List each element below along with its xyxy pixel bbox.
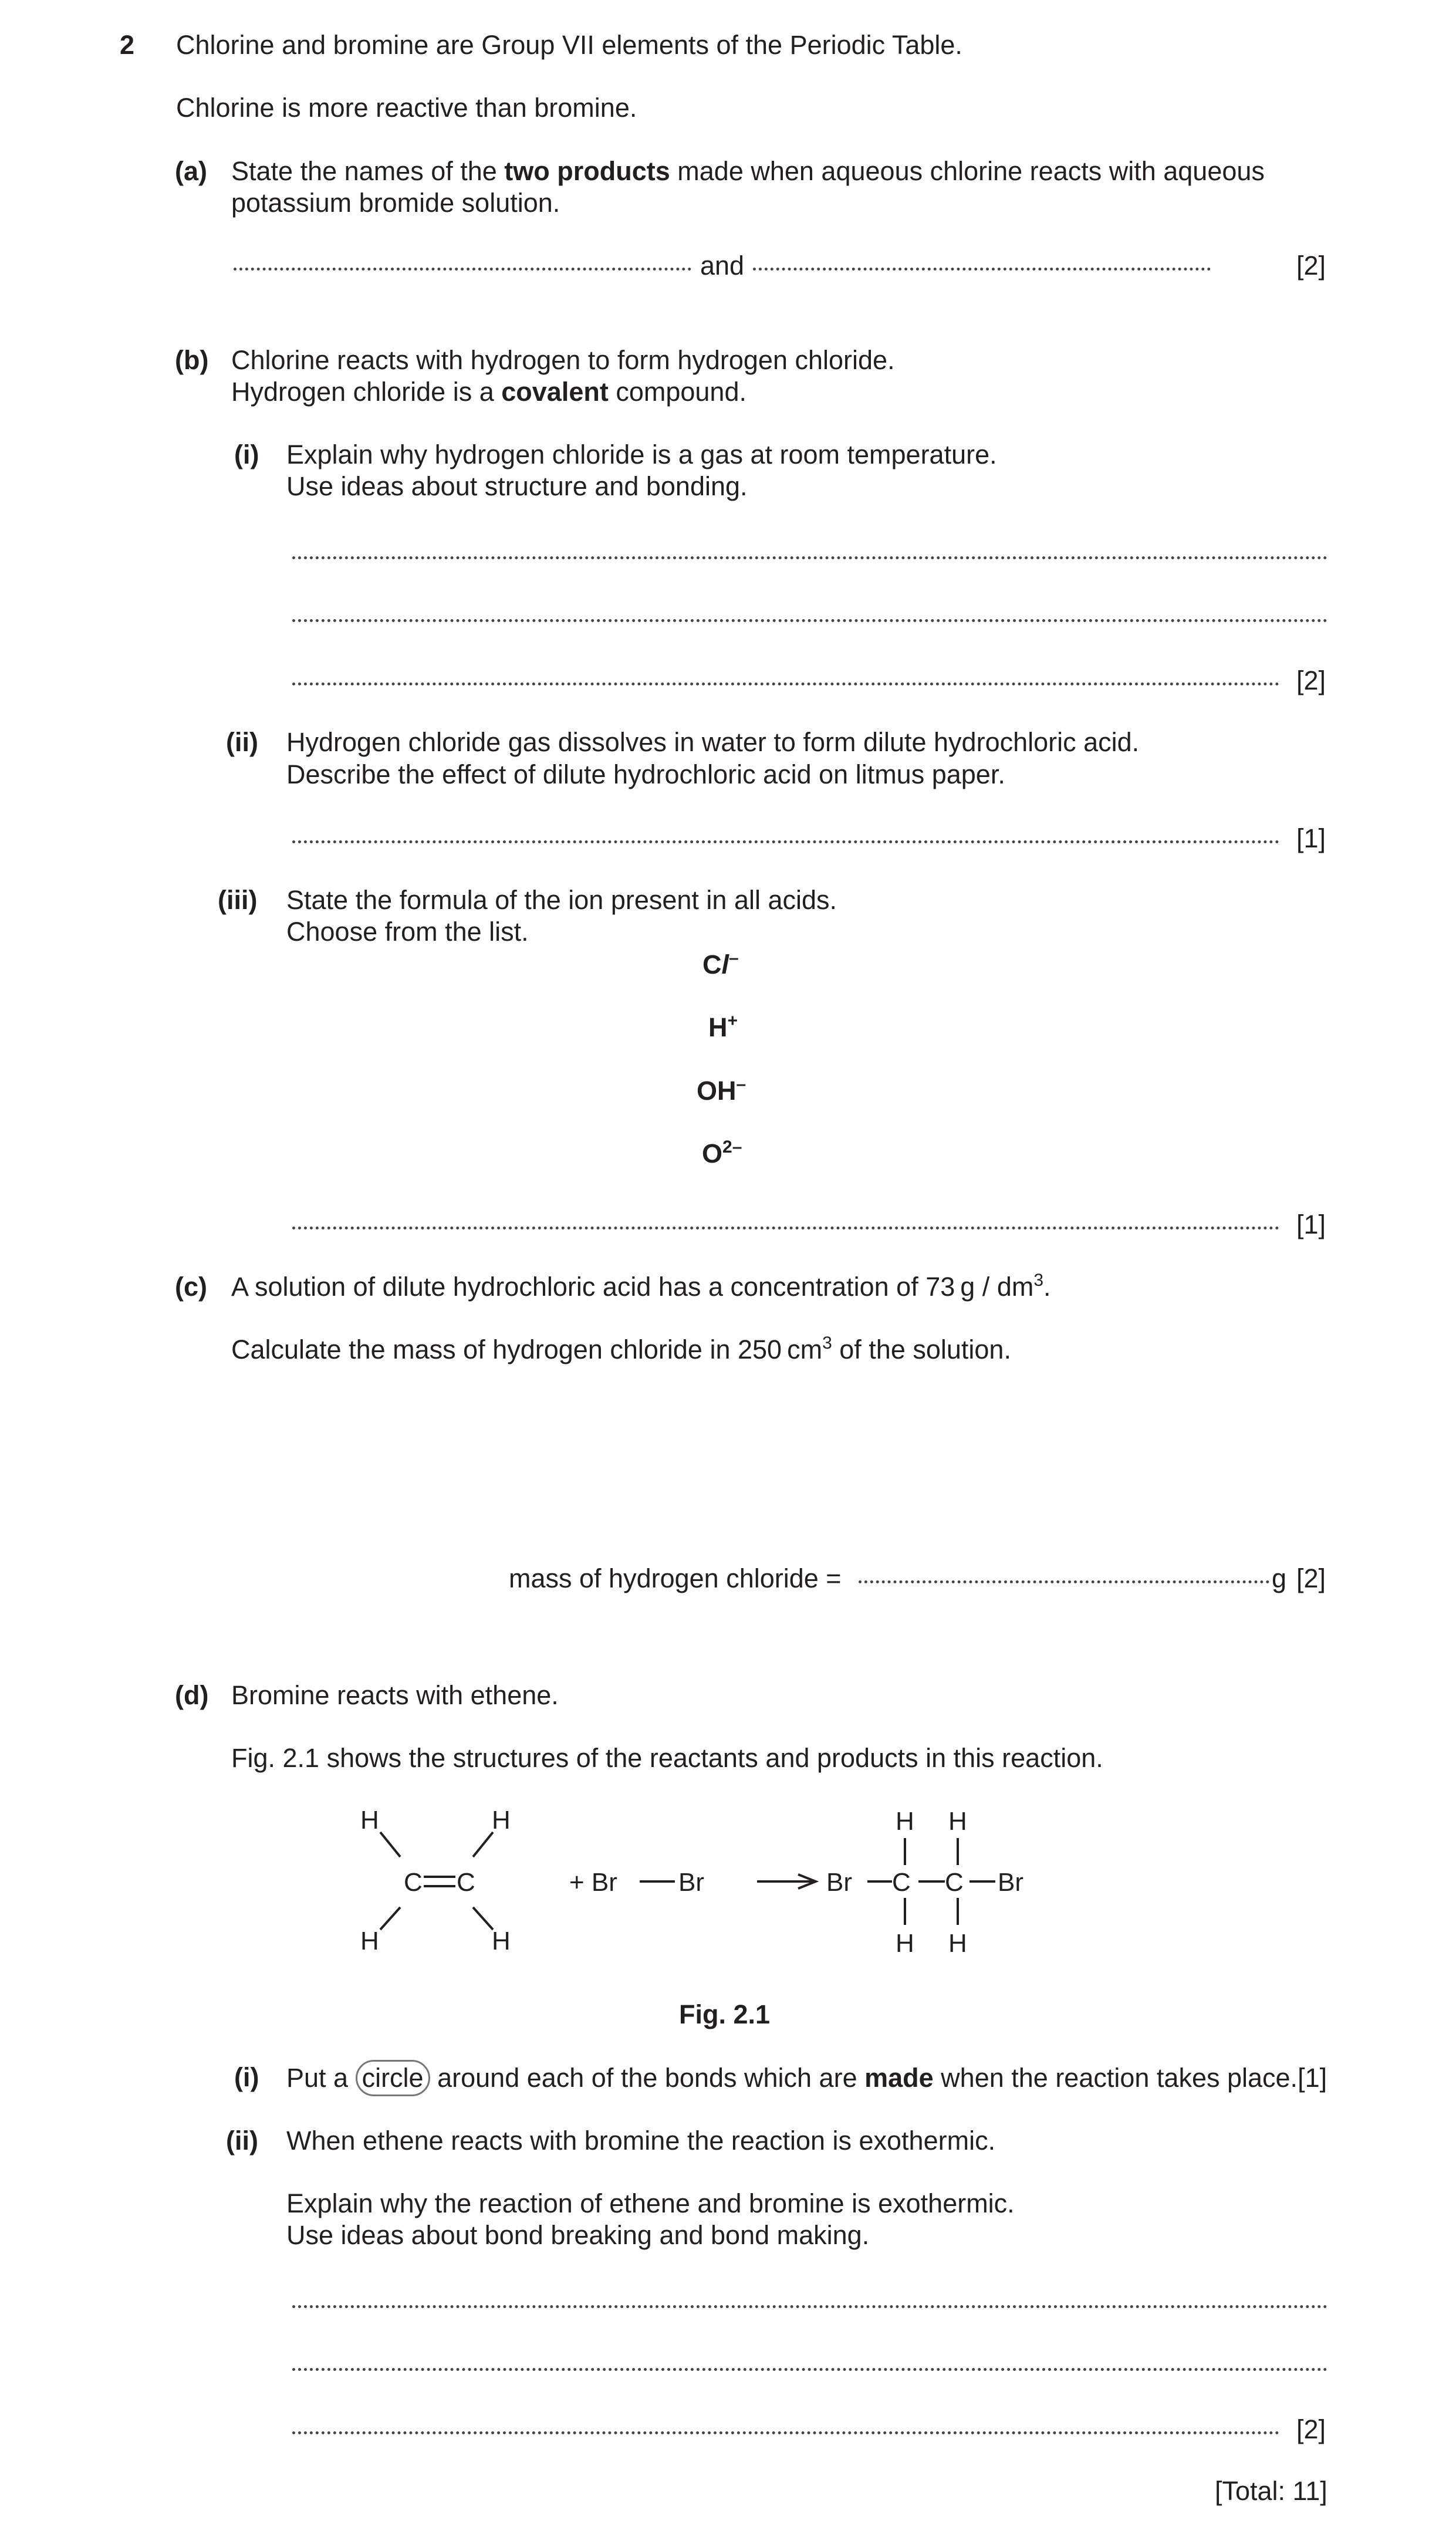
answer-line-a1[interactable] bbox=[234, 268, 691, 271]
part-c-label: (c) bbox=[175, 1272, 207, 1302]
part-b-ii-mark: [1] bbox=[1296, 823, 1326, 853]
answer-line-c[interactable] bbox=[859, 1580, 1269, 1583]
atom-h: H bbox=[896, 1929, 914, 1958]
part-c-unit: g bbox=[1272, 1563, 1287, 1593]
atom-c: C bbox=[892, 1868, 911, 1897]
part-a-mark: [2] bbox=[1296, 251, 1326, 281]
figure-caption: Fig. 2.1 bbox=[679, 1999, 771, 2029]
ion-oxide: $O^{2-}$ bbox=[702, 1137, 742, 1168]
part-d-line-1: Bromine reacts with ethene. bbox=[231, 1680, 559, 1710]
atom-h: H bbox=[360, 1806, 379, 1835]
atom-h: H bbox=[492, 1806, 511, 1835]
total-marks: [Total: 11] bbox=[1215, 2476, 1327, 2506]
ion-hydroxide: OH– bbox=[697, 1075, 746, 1106]
part-d-ii-line-3: Use ideas about bond breaking and bond making. bbox=[286, 2220, 870, 2250]
atom-c: C bbox=[457, 1868, 475, 1897]
ion-hydrogen: H+ bbox=[708, 1011, 738, 1042]
part-d-ii-mark: [2] bbox=[1296, 2414, 1326, 2444]
part-d-ii-line-2: Explain why the reaction of ethene and bromine is exothermic. bbox=[286, 2188, 1015, 2218]
part-b-i-mark: [2] bbox=[1296, 666, 1326, 695]
atom-h: H bbox=[360, 1927, 379, 1955]
part-b-i-label: (i) bbox=[234, 440, 259, 469]
bond-ch-bottom-left[interactable] bbox=[380, 1907, 400, 1930]
answer-line-b-ii[interactable] bbox=[292, 840, 1279, 843]
part-a-label: (a) bbox=[175, 156, 207, 186]
bond-ch-top-right[interactable] bbox=[473, 1832, 493, 1857]
part-b-iii-line-2: Choose from the list. bbox=[286, 917, 529, 947]
answer-line-d-ii-3[interactable] bbox=[292, 2431, 1279, 2434]
atom-h: H bbox=[492, 1927, 511, 1955]
answer-line-b-iii[interactable] bbox=[292, 1227, 1279, 1229]
part-c-mark: [2] bbox=[1296, 1563, 1326, 1593]
ion-chloride: Cl– bbox=[702, 948, 739, 979]
atom-h: H bbox=[948, 1929, 967, 1958]
question-number: 2 bbox=[120, 30, 135, 60]
atom-h: H bbox=[948, 1807, 967, 1836]
part-b-iii-line-1: State the formula of the ion present in all acids. bbox=[286, 885, 837, 915]
part-b-i-line-2: Use ideas about structure and bonding. bbox=[286, 471, 748, 501]
answer-line-b-i-2[interactable] bbox=[292, 619, 1327, 622]
atom-h: H bbox=[896, 1807, 914, 1836]
answer-line-d-ii-2[interactable] bbox=[292, 2368, 1327, 2371]
part-a-and: and bbox=[700, 251, 745, 281]
answer-line-a2[interactable] bbox=[753, 268, 1211, 271]
answer-line-b-i-3[interactable] bbox=[292, 683, 1279, 685]
part-c-line-1: A solution of dilute hydrochloric acid has a concentration of 73 g / $dm^3$. bbox=[231, 1271, 1051, 1302]
bromine-plus: + Br bbox=[569, 1868, 617, 1897]
atom-br: Br bbox=[826, 1868, 852, 1897]
part-a-line-2: potassium bromide solution. bbox=[231, 188, 560, 218]
atom-c: C bbox=[945, 1868, 964, 1897]
part-d-ii-label: (ii) bbox=[226, 2126, 258, 2156]
part-b-line-2: Hydrogen chloride is a covalent compound. bbox=[231, 377, 746, 407]
circle-word: circle bbox=[356, 2060, 430, 2096]
part-d-line-2: Fig. 2.1 shows the structures of the reactants and products in this reaction. bbox=[231, 1743, 1103, 1773]
part-d-ii-line-1: When ethene reacts with bromine the reaction is exothermic. bbox=[286, 2126, 996, 2156]
part-a-line-1: State the names of the two products made when aqueous chlorine reacts with aqueous bbox=[231, 156, 1265, 186]
part-b-ii-line-2: Describe the effect of dilute hydrochloric acid on litmus paper. bbox=[286, 759, 1005, 789]
part-d-label: (d) bbox=[175, 1680, 209, 1710]
part-c-line-2: Calculate the mass of hydrogen chloride in 250 $cm^3$ of the solution. bbox=[231, 1333, 1011, 1364]
bond-ch-top-left[interactable] bbox=[380, 1832, 400, 1857]
answer-line-d-ii-1[interactable] bbox=[292, 2305, 1327, 2308]
intro-line-2: Chlorine is more reactive than bromine. bbox=[176, 93, 637, 123]
part-b-line-1: Chlorine reacts with hydrogen to form hydrogen chloride. bbox=[231, 345, 895, 375]
bond-ch-bottom-right[interactable] bbox=[473, 1907, 493, 1930]
part-b-iii-mark: [1] bbox=[1296, 1210, 1326, 1239]
atom-br: Br bbox=[678, 1868, 704, 1897]
intro-line-1: Chlorine and bromine are Group VII elements of the Periodic Table. bbox=[176, 30, 962, 60]
part-b-ii-line-1: Hydrogen chloride gas dissolves in water to form dilute hydrochloric acid. bbox=[286, 727, 1140, 757]
reaction-figure bbox=[346, 1796, 1168, 1960]
part-d-i-label: (i) bbox=[234, 2062, 259, 2092]
atom-br: Br bbox=[998, 1868, 1023, 1897]
part-b-i-line-1: Explain why hydrogen chloride is a gas at room temperature. bbox=[286, 440, 997, 469]
part-d-i-text: Put a circle around each of the bonds which are made when the reaction takes place.[1] bbox=[286, 2060, 1327, 2096]
part-d-i-mark: [1] bbox=[1298, 2063, 1327, 2093]
part-b-label: (b) bbox=[175, 345, 209, 375]
part-b-ii-label: (ii) bbox=[226, 727, 258, 757]
part-c-answer-label: mass of hydrogen chloride = bbox=[509, 1563, 842, 1593]
answer-line-b-i-1[interactable] bbox=[292, 556, 1327, 559]
part-b-iii-label: (iii) bbox=[218, 885, 258, 915]
atom-c: C bbox=[404, 1868, 423, 1897]
